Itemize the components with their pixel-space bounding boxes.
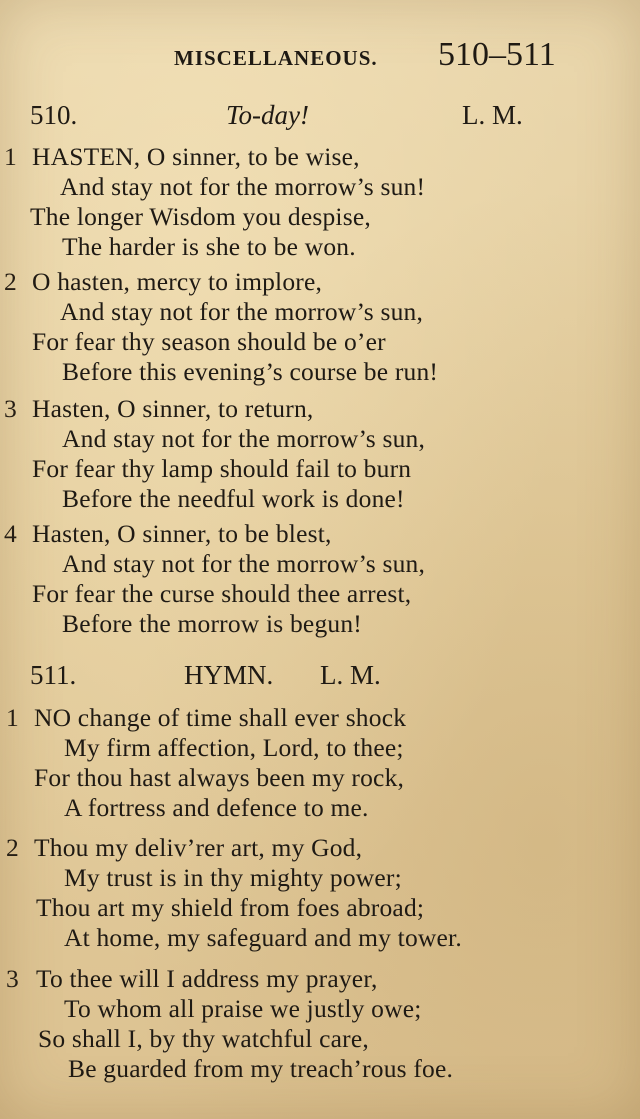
hymn-510-heading xyxy=(0,100,640,136)
verse-line: And stay not for the morrow’s sun! xyxy=(60,172,426,201)
hymn-511-heading xyxy=(0,660,640,696)
hymn-meter: L. M. xyxy=(320,660,381,690)
verse-line: The longer Wisdom you despise, xyxy=(30,202,371,231)
verse-line: For thou hast always been my rock, xyxy=(34,763,405,792)
verse-number: 1 xyxy=(6,703,19,732)
verse-line: For fear thy season should be o’er xyxy=(32,327,386,356)
verse-line: For fear thy lamp should fail to burn xyxy=(32,454,412,483)
verse-line: O hasten, mercy to implore, xyxy=(32,267,323,296)
verse-line: Hasten, O sinner, to be blest, xyxy=(32,519,332,548)
hymn-meter: L. M. xyxy=(462,100,523,130)
verse-number: 1 xyxy=(4,142,17,171)
running-head xyxy=(0,36,640,76)
hymn-number: 511. xyxy=(30,660,77,690)
verse-line: To thee will I address my prayer, xyxy=(36,964,378,993)
verse-line: And stay not for the morrow’s sun, xyxy=(62,424,426,453)
hymn-title: HYMN. xyxy=(184,660,274,690)
verse-line: NO change of time shall ever shock xyxy=(34,703,407,732)
verse-number: 2 xyxy=(6,833,19,862)
verse-line: To whom all praise we justly owe; xyxy=(64,994,422,1023)
hymn-number: 510. xyxy=(30,100,78,130)
verse-line: And stay not for the morrow’s sun, xyxy=(60,297,424,326)
verse-line: Before the needful work is done! xyxy=(62,484,405,513)
verse-line: Before this evening’s course be run! xyxy=(62,357,439,386)
verse-line: My trust is in thy mighty power; xyxy=(64,863,402,892)
hymn-title: To-day! xyxy=(226,100,310,130)
verse-number: 2 xyxy=(4,267,17,296)
verse-line: So shall I, by thy watchful care, xyxy=(38,1024,369,1053)
verse-line: And stay not for the morrow’s sun, xyxy=(62,549,426,578)
verse-line: For fear the curse should thee arrest, xyxy=(32,579,412,608)
verse-number: 3 xyxy=(6,964,19,993)
page-range: 510–511 xyxy=(438,36,556,73)
verse-number: 4 xyxy=(4,519,17,548)
verse-line: Before the morrow is begun! xyxy=(62,609,362,638)
verse-line: The harder is she to be won. xyxy=(62,232,356,261)
running-title: MISCELLANEOUS. xyxy=(174,46,378,70)
verse-line: HASTEN, O sinner, to be wise, xyxy=(32,142,360,171)
verse-number: 3 xyxy=(4,394,17,423)
verse-line: Thou my deliv’rer art, my God, xyxy=(34,833,363,862)
verse-line: At home, my safeguard and my tower. xyxy=(64,923,462,952)
verse-line: Hasten, O sinner, to return, xyxy=(32,394,314,423)
verse-line: My firm affection, Lord, to thee; xyxy=(64,733,404,762)
verse-line: A fortress and defence to me. xyxy=(64,793,369,822)
verse-line: Be guarded from my treach’rous foe. xyxy=(68,1054,454,1083)
verse-line: Thou art my shield from foes abroad; xyxy=(36,893,425,922)
